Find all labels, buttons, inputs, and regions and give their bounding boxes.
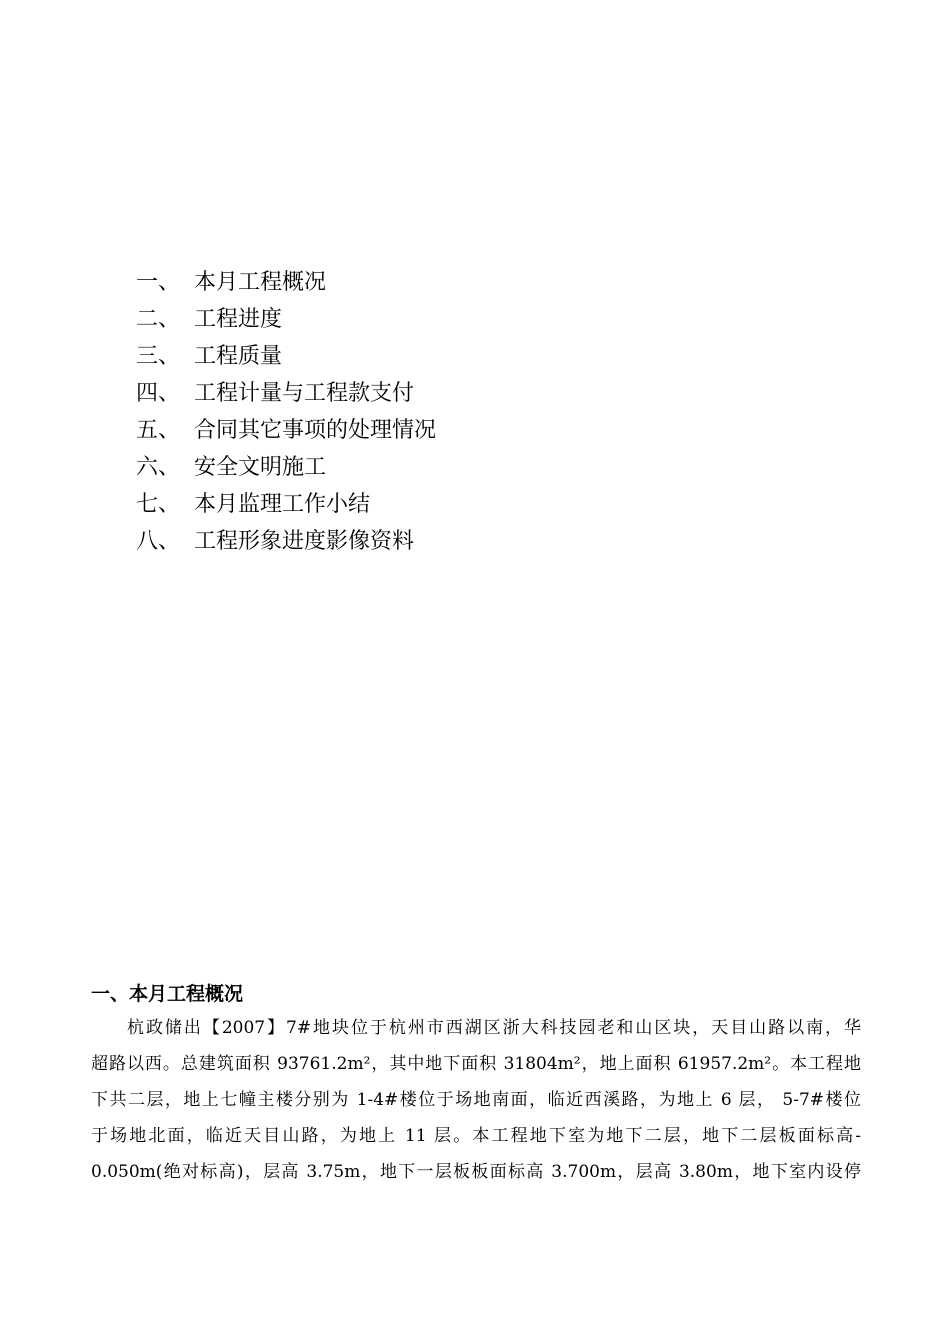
toc-item bbox=[136, 375, 736, 412]
toc-item bbox=[136, 523, 736, 560]
toc-item-label: 本月工程概况 bbox=[194, 270, 327, 295]
toc-item-number: 五、 bbox=[136, 418, 181, 443]
toc-item-label: 工程进度 bbox=[194, 307, 283, 332]
toc-item-label: 工程形象进度影像资料 bbox=[194, 529, 415, 554]
toc-item-label: 工程计量与工程款支付 bbox=[194, 381, 415, 406]
section-heading: 一、本月工程概况 bbox=[91, 983, 244, 1005]
toc-item-label: 安全文明施工 bbox=[194, 455, 327, 480]
toc-item bbox=[136, 412, 736, 449]
table-of-contents bbox=[136, 264, 736, 560]
toc-item-number: 七、 bbox=[136, 492, 181, 517]
toc-item bbox=[136, 486, 736, 523]
toc-item-number: 三、 bbox=[136, 344, 181, 369]
toc-item bbox=[136, 264, 736, 301]
paragraph-line: 超路以西。总建筑面积 93761.2m²，其中地下面积 31804m²，地上面积 61957.2m²。本工程地 bbox=[91, 1054, 861, 1074]
toc-item-label: 合同其它事项的处理情况 bbox=[194, 418, 437, 443]
toc-item bbox=[136, 301, 736, 338]
toc-item bbox=[136, 449, 736, 486]
toc-item-label: 工程质量 bbox=[194, 344, 283, 369]
paragraph-line: 杭政储出【2007】7#地块位于杭州市西湖区浙大科技园老和山区块，天目山路以南，华 bbox=[127, 1018, 861, 1038]
toc-item-number: 一、 bbox=[136, 270, 181, 295]
toc-item-label: 本月监理工作小结 bbox=[194, 492, 371, 517]
section-project-overview bbox=[91, 978, 861, 1190]
toc-item bbox=[136, 338, 736, 375]
toc-item-number: 八、 bbox=[136, 529, 181, 554]
paragraph-line: 下共二层，地上七幢主楼分别为 1-4#楼位于场地南面，临近西溪路，为地上 6 层， 5-7#楼位 bbox=[91, 1090, 861, 1110]
toc-item-number: 六、 bbox=[136, 455, 181, 480]
toc-item-number: 二、 bbox=[136, 307, 181, 332]
paragraph-line: 于场地北面，临近天目山路，为地上 11 层。本工程地下室为地下二层，地下二层板面标高- bbox=[91, 1126, 861, 1146]
toc-item-number: 四、 bbox=[136, 381, 181, 406]
paragraph-line: 0.050m(绝对标高)，层高 3.75m，地下一层板板面标高 3.700m，层高 3.80m，地下室内设停 bbox=[91, 1162, 861, 1182]
